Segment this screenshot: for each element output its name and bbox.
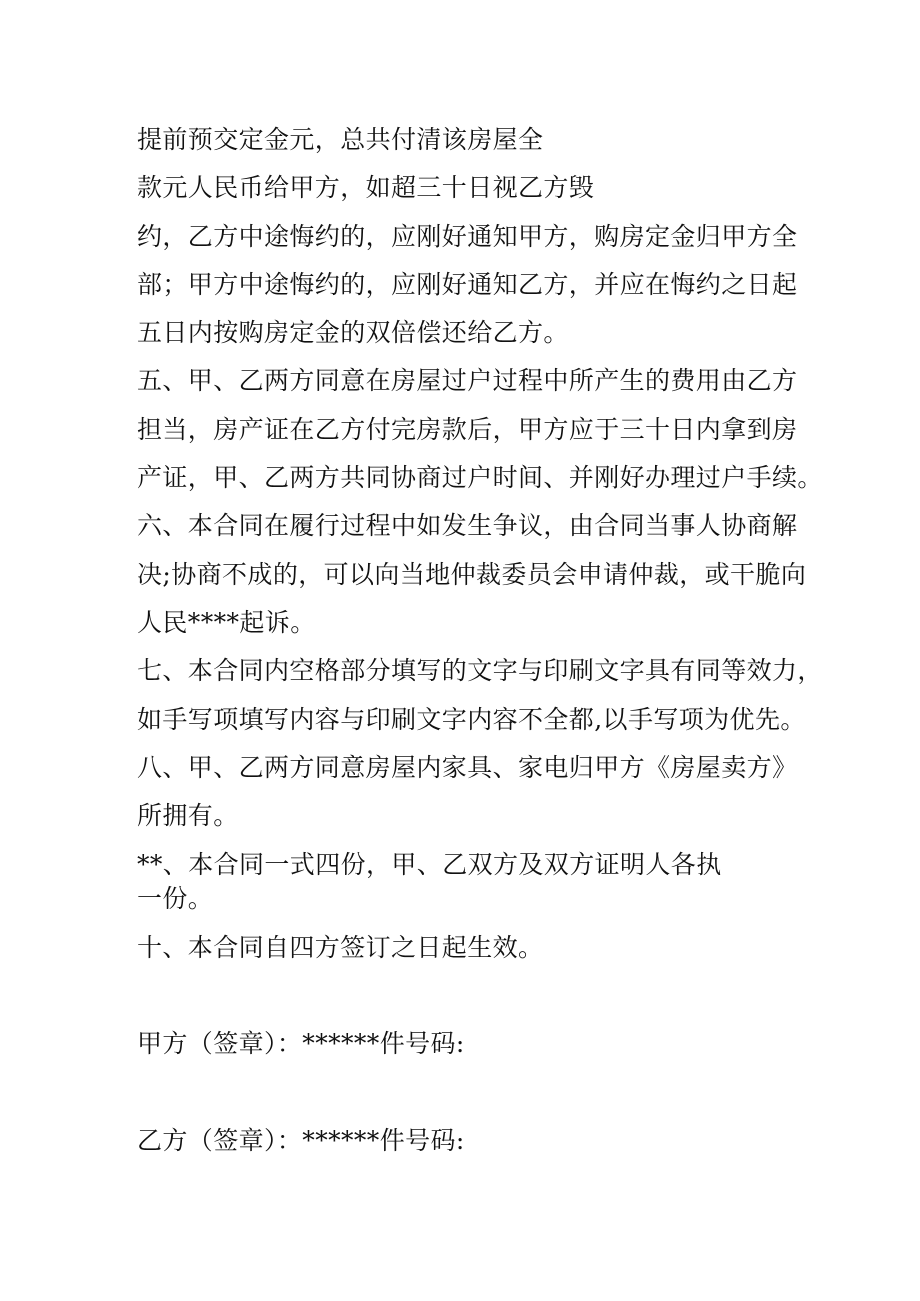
text-line: 约，乙方中途悔约的，应刚好通知甲方，购房定金归甲方全 (137, 222, 798, 251)
text-line: 款元人民币给甲方，如超三十日视乙方毁 (137, 173, 595, 202)
text-line: 决;协商不成的，可以向当地仲裁委员会申请仲裁，或干脆向 (137, 560, 807, 589)
clause-8: 八、甲、乙两方同意房屋内家具、家电归甲方《房屋卖方》 (137, 753, 798, 782)
clause-6: 六、本合同在履行过程中如发生争议，由合同当事人协商解 (137, 511, 798, 540)
text-line: 部；甲方中途悔约的，应刚好通知乙方，并应在悔约之日起 (137, 270, 798, 299)
text-line: 所拥有。 (137, 801, 239, 830)
clause-5: 五、甲、乙两方同意在房屋过户过程中所产生的费用由乙方 (137, 366, 798, 395)
signature-party-b: 乙方（签章）：******件号码: (137, 1126, 465, 1155)
clause-7: 七、本合同内空格部分填写的文字与印刷文字具有同等效力， (137, 656, 823, 685)
text-line: 提前预交定金元，总共付清该房屋全 (137, 125, 544, 154)
text-line: 人民****起诉。 (137, 608, 316, 637)
text-line: 如手写项填写内容与印刷文字内容不全都,以手写项为优先。 (137, 705, 806, 734)
clause-10: 十、本合同自四方签订之日起生效。 (137, 933, 544, 962)
text-line: 产证，甲、乙两方共同协商过户时间、并刚好办理过户手续。 (137, 463, 823, 492)
text-line: 担当，房产证在乙方付完房款后，甲方应于三十日内拿到房 (137, 415, 798, 444)
signature-party-a: 甲方（签章）：******件号码: (137, 1029, 465, 1058)
clause-9: **、本合同一式四份，甲、乙双方及双方证明人各执 (137, 850, 722, 879)
text-line: 一份。 (137, 884, 214, 913)
text-line: 五日内按购房定金的双倍偿还给乙方。 (137, 318, 569, 347)
